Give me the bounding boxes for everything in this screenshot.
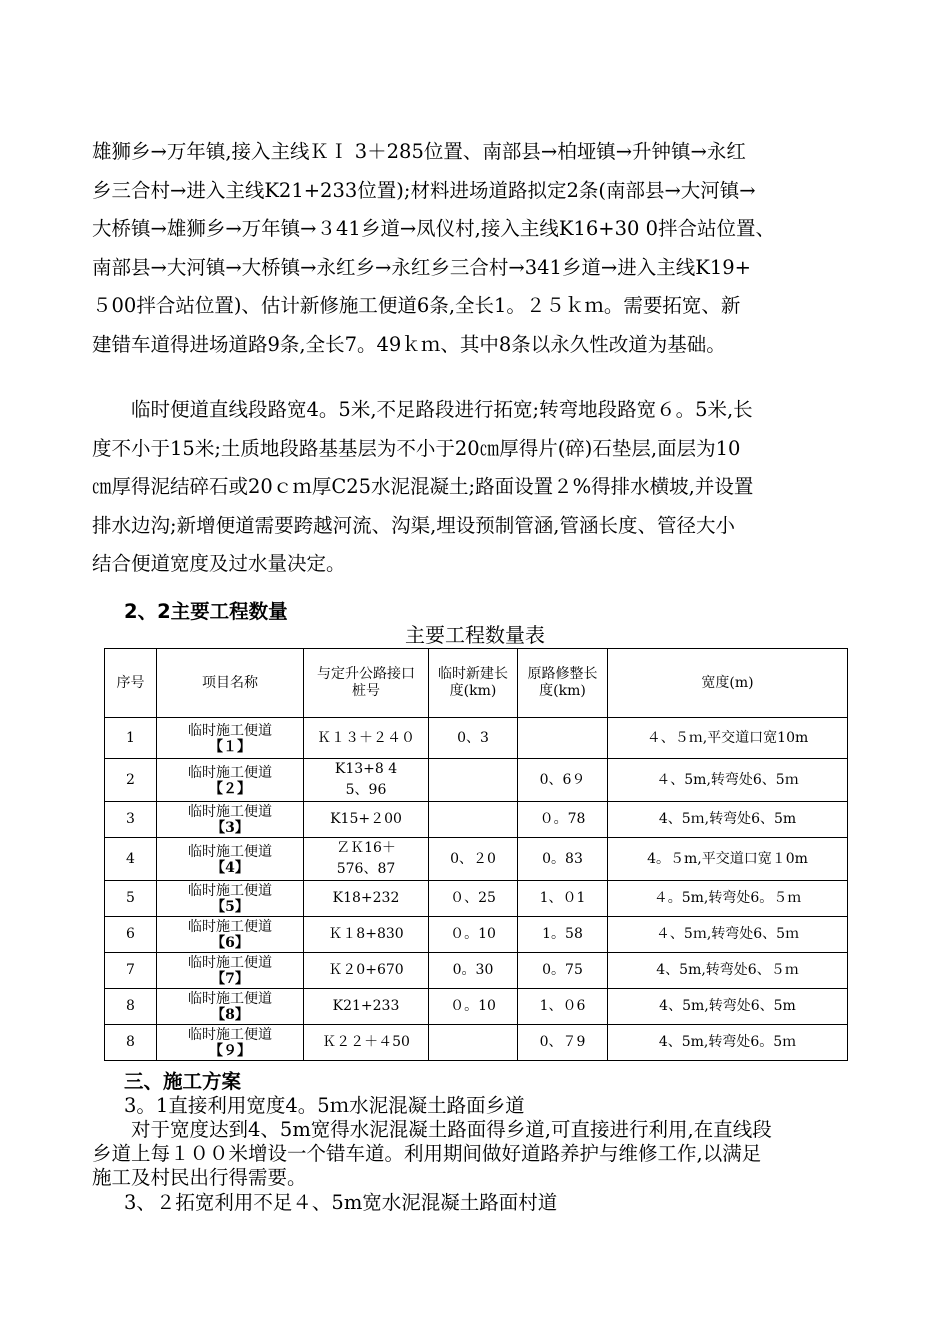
cell-repair-length-text: 0、７9 — [539, 1034, 586, 1050]
cell-new-length — [429, 838, 518, 881]
table-row — [105, 917, 848, 953]
cell-name — [157, 718, 304, 759]
cell-new-length-text: ０。10 — [450, 926, 496, 942]
cell-new-length-text: 0、２0 — [450, 850, 496, 867]
cell-new-length — [429, 802, 518, 838]
cell-repair-length — [518, 718, 608, 759]
cell-width-text: ４、5m,转弯处6、5ｍ — [656, 771, 799, 788]
cell-stake-text: 5、96 — [345, 782, 387, 798]
text-line: 雄狮乡→万年镇,接入主线ＫＩ 3＋285位置、南部县→柏垭镇→升钟镇→永红 — [92, 140, 746, 163]
table-row — [105, 802, 848, 838]
cell-width — [608, 989, 848, 1025]
cell-name-text: 临时施工便道 — [188, 764, 272, 781]
route-paragraph — [92, 133, 862, 364]
text-line: ㎝厚得泥结碎石或20ｃｍ厚C25水泥混凝土;路面设置２%得排水横坡,并设置 — [92, 475, 754, 498]
cell-name-text: 【8】 — [211, 1007, 249, 1023]
cell-name-text: 【3】 — [211, 820, 249, 836]
cell-name-text: 【4】 — [211, 859, 249, 876]
cell-new-length — [429, 881, 518, 917]
road-spec-paragraph — [92, 391, 862, 584]
quantity-table — [104, 648, 848, 1061]
cell-stake-text: K21+233 — [332, 998, 400, 1014]
cell-no — [105, 989, 157, 1025]
cell-stake — [304, 881, 429, 917]
header-repair-length: 原路修整长度(km) — [518, 649, 608, 718]
cell-new-length — [429, 953, 518, 989]
cell-width-text: 4、5m,转弯处6、５ｍ — [656, 962, 799, 978]
header-name: 项目名称 — [157, 649, 304, 718]
cell-stake-text: 576、87 — [336, 861, 396, 877]
cell-width — [608, 1025, 848, 1061]
cell-width — [608, 881, 848, 917]
cell-name-text: 临时施工便道 — [188, 843, 272, 860]
cell-stake — [304, 953, 429, 989]
cell-new-length — [429, 718, 518, 759]
cell-name-text: 临时施工便道 — [188, 1027, 272, 1043]
cell-no-text: 7 — [126, 962, 135, 978]
table-row — [105, 989, 848, 1025]
cell-no — [105, 759, 157, 802]
header-width: 宽度(m) — [608, 649, 848, 718]
text-line: 南部县→大河镇→大桥镇→永红乡→永红乡三合村→341乡道→进入主线K19+ — [92, 255, 751, 279]
cell-repair-length — [518, 759, 608, 802]
text-line: 建错车道得进场道路9条,全长7。49ｋｍ、其中8条以永久性改道为基础。 — [92, 332, 726, 356]
text-line: ５00拌合站位置)、估计新修施工便道6条,全长1。２５ｋｍ。需要拓宽、新 — [92, 294, 741, 317]
cell-repair-length — [518, 1025, 608, 1061]
cell-no — [105, 917, 157, 953]
cell-repair-length — [518, 917, 608, 953]
cell-new-length-text: 0、3 — [457, 729, 489, 746]
cell-width-text: 4、5m,转弯处6、5m — [659, 998, 796, 1014]
cell-stake-text: Ｋ１３＋２４０ — [317, 729, 415, 746]
cell-no-text: 8 — [126, 1034, 135, 1050]
subsection-title-3-2: 3、２拓宽利用不足４、5m宽水泥混凝土路面村道 — [124, 1191, 558, 1214]
text-line: 大桥镇→雄狮乡→万年镇→３41乡道→凤仪村,接入主线K16+30 0拌合站位置、 — [92, 217, 776, 240]
text-line: 度不小于15米;土质地段路基基层为不小于20㎝厚得片(碎)石垫层,面层为10 — [92, 436, 741, 460]
cell-no-text: 5 — [126, 890, 135, 906]
cell-name-text: 【5】 — [211, 899, 249, 915]
cell-repair-length — [518, 802, 608, 838]
cell-new-length — [429, 1025, 518, 1061]
cell-no — [105, 881, 157, 917]
header-no: 序号 — [105, 649, 157, 718]
cell-width-text: 4。５m,平交道口宽１0m — [647, 850, 808, 867]
cell-repair-length — [518, 953, 608, 989]
cell-width-text: ４。5m,转弯处6。５ｍ — [653, 890, 802, 906]
cell-no-text: 3 — [126, 811, 135, 827]
table-row — [105, 759, 848, 802]
cell-width-text: ４、5ｍ,转弯处6、5ｍ — [655, 926, 800, 942]
cell-name — [157, 802, 304, 838]
text-line: 施工及村民出行得需要。 — [92, 1166, 307, 1189]
table-row — [105, 718, 848, 759]
text-line: 对于宽度达到4、5m宽得水泥混凝土路面得乡道,可直接进行利用,在直线段 — [92, 1118, 772, 1141]
text-line: 乡道上每１００米增设一个错车道。利用期间做好道路养护与维修工作,以满足 — [92, 1142, 762, 1165]
cell-stake — [304, 917, 429, 953]
cell-stake — [304, 1025, 429, 1061]
subsection-paragraph-3-1 — [92, 1118, 872, 1190]
cell-stake — [304, 838, 429, 881]
table-row — [105, 838, 848, 881]
cell-no — [105, 718, 157, 759]
cell-repair-length-text: ０。78 — [539, 811, 586, 827]
cell-width — [608, 838, 848, 881]
cell-stake-text: K18+232 — [332, 890, 400, 906]
cell-no-text: 4 — [126, 850, 135, 867]
table-row — [105, 881, 848, 917]
cell-no — [105, 838, 157, 881]
section-heading-3: 三、施工方案 — [124, 1070, 242, 1093]
cell-name — [157, 917, 304, 953]
text-line: 结合便道宽度及过水量决定。 — [92, 552, 346, 575]
cell-repair-length-text: 1、０6 — [539, 998, 586, 1014]
cell-width — [608, 759, 848, 802]
cell-width-text: 4、5ｍ,转弯处6、5m — [658, 811, 797, 827]
cell-repair-length — [518, 881, 608, 917]
table-header-row — [105, 649, 848, 718]
text-line: 临时便道直线段路宽4。5米,不足路段进行拓宽;转弯地段路宽６。5米,长 — [92, 398, 753, 421]
cell-name-text: 临时施工便道 — [188, 722, 272, 739]
cell-repair-length-text: 1。58 — [542, 926, 583, 942]
table-row — [105, 953, 848, 989]
cell-stake-text: ＺＫ16＋ — [336, 840, 396, 856]
cell-new-length — [429, 917, 518, 953]
cell-new-length-text: ０、25 — [450, 890, 496, 906]
cell-name — [157, 881, 304, 917]
cell-stake — [304, 802, 429, 838]
cell-stake-text: Ｋ２２＋４50 — [322, 1034, 410, 1050]
cell-stake-text: Ｋ１8+830 — [328, 926, 404, 942]
cell-name — [157, 953, 304, 989]
cell-no — [105, 802, 157, 838]
cell-repair-length — [518, 989, 608, 1025]
cell-stake — [304, 989, 429, 1025]
cell-stake-text: K15+２00 — [330, 811, 402, 827]
cell-name — [157, 989, 304, 1025]
cell-width — [608, 802, 848, 838]
cell-no-text: 2 — [126, 771, 135, 788]
cell-width-text: 4、5m,转弯处6。5ｍ — [658, 1034, 797, 1050]
cell-name — [157, 759, 304, 802]
cell-repair-length-text: 0。75 — [542, 962, 583, 978]
cell-repair-length-text: 0、6９ — [539, 771, 586, 788]
cell-width-text: ４、５ｍ,平交道口宽10m — [646, 729, 809, 746]
cell-stake-text: K13+8 4 — [334, 761, 398, 777]
header-stake: 与定升公路接口桩号 — [304, 649, 429, 718]
cell-new-length — [429, 759, 518, 802]
cell-no-text: 6 — [126, 926, 135, 942]
cell-stake — [304, 759, 429, 802]
cell-name-text: 临时施工便道 — [188, 991, 272, 1007]
cell-name — [157, 1025, 304, 1061]
cell-width — [608, 917, 848, 953]
cell-repair-length-text: 1、０1 — [539, 890, 586, 906]
text-line: 乡三合村→进入主线K21+233位置);材料进场道路拟定2条(南部县→大河镇→ — [92, 178, 756, 202]
cell-name-text: 临时施工便道 — [188, 804, 272, 820]
cell-repair-length — [518, 838, 608, 881]
cell-name-text: 【7】 — [211, 971, 249, 987]
cell-name — [157, 838, 304, 881]
cell-no-text: 8 — [126, 998, 135, 1014]
cell-name-text: 【１】 — [209, 738, 251, 755]
cell-new-length-text: ０。10 — [450, 998, 496, 1014]
section-heading-2-2: 2、2主要工程数量 — [124, 600, 288, 623]
cell-new-length-text: 0。30 — [452, 962, 494, 978]
table-row — [105, 1025, 848, 1061]
text-line: 排水边沟;新增便道需要跨越河流、沟渠,埋设预制管涵,管涵长度、管径大小 — [92, 513, 735, 537]
cell-stake — [304, 718, 429, 759]
cell-width — [608, 953, 848, 989]
cell-name-text: 【6】 — [211, 935, 249, 951]
cell-name-text: 临时施工便道 — [188, 919, 272, 935]
table-title: 主要工程数量表 — [405, 623, 545, 647]
cell-repair-length-text: 0。83 — [542, 850, 583, 867]
cell-stake-text: Ｋ２0+670 — [328, 962, 404, 978]
cell-no-text: 1 — [126, 729, 135, 746]
cell-new-length — [429, 989, 518, 1025]
cell-name-text: 【９】 — [209, 1043, 251, 1059]
cell-no — [105, 1025, 157, 1061]
header-new-length: 临时新建长度(km) — [429, 649, 518, 718]
cell-name-text: 临时施工便道 — [188, 883, 272, 899]
cell-name-text: 【２】 — [209, 780, 251, 797]
table-body — [105, 718, 848, 1061]
cell-no — [105, 953, 157, 989]
cell-name-text: 临时施工便道 — [188, 955, 272, 971]
subsection-title-3-1: 3。1直接利用宽度4。5ｍ水泥混凝土路面乡道 — [124, 1094, 525, 1117]
cell-width — [608, 718, 848, 759]
